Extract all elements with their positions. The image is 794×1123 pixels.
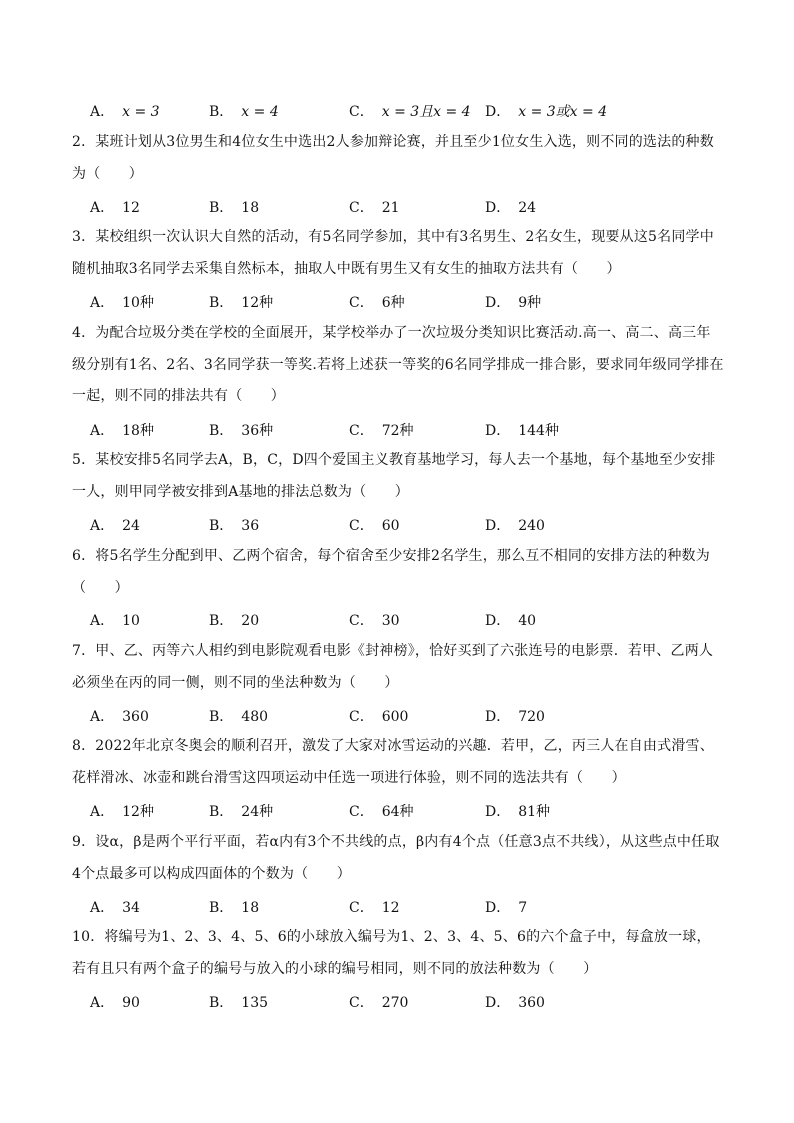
q6-option-b: B． 20 xyxy=(209,613,260,629)
q4-options xyxy=(90,420,730,440)
q7-option-c: C． 600 xyxy=(349,709,409,725)
q5-option-a: A． 24 xyxy=(90,518,140,534)
q2-option-d: D． 24 xyxy=(485,200,537,216)
q5-option-c: C． 60 xyxy=(349,518,400,534)
q4-option-a: A． 18种 xyxy=(90,423,154,439)
q8-option-a: A． 12种 xyxy=(90,804,154,820)
q7-stem: 7．甲、乙、丙等六人相约到电影院观看电影《封神榜》，恰好买到了六张连号的电影票．若甲、乙两人必须坐在丙的同一侧，则不同的坐法种数为（ ） xyxy=(72,643,714,691)
q6-option-a: A． 10 xyxy=(90,613,140,629)
q2-option-c: C． 21 xyxy=(349,200,400,216)
q8-options xyxy=(90,801,730,821)
q9-options xyxy=(90,897,730,917)
q1-option-d: D． x = 3或x = 4 xyxy=(485,104,608,120)
q9-option-c: C． 12 xyxy=(349,900,400,916)
q9-option-b: B． 18 xyxy=(209,900,260,916)
q5-option-d: D． 240 xyxy=(485,518,545,534)
q3-stem: 3．某校组织一次认识大自然的活动，有5名同学参加，其中有3名男生、2名女生，现要从这5名同学中随机抽取3名同学去采集自然标本，抽取人中既有男生又有女生的抽取方法共有（ ） xyxy=(72,229,714,277)
q2-stem: 2．某班计划从3位男生和4位女生中选出2人参加辩论赛，并且至少1位女生入选，则不同的选法的种数为（ ） xyxy=(72,134,714,182)
q6-options xyxy=(90,610,730,630)
q8-option-b: B． 24种 xyxy=(209,804,274,820)
q7-options xyxy=(90,706,730,726)
q1-option-a: A． x = 3 xyxy=(90,104,160,120)
q7-option-a: A． 360 xyxy=(90,709,149,725)
q3-option-b: B． 12种 xyxy=(209,295,274,311)
q9-option-a: A． 34 xyxy=(90,900,140,916)
q10-option-a: A． 90 xyxy=(90,995,140,1011)
q2-option-a: A． 12 xyxy=(90,200,140,216)
q3-option-c: C． 6种 xyxy=(349,295,405,311)
q7-option-b: B． 480 xyxy=(209,709,269,725)
q3-option-a: A． 10种 xyxy=(90,295,154,311)
q10-option-c: C． 270 xyxy=(349,995,409,1011)
q4-option-c: C． 72种 xyxy=(349,423,414,439)
q5-stem: 5．某校安排5名同学去A，B，C，D四个爱国主义教育基地学习，每人去一个基地，每个基地至少安排一人，则甲同学被安排到A基地的排法总数为（ ） xyxy=(72,452,716,500)
q1-option-c: C． x = 3且x = 4 xyxy=(349,104,471,120)
q10-option-b: B． 135 xyxy=(209,995,269,1011)
q6-option-d: D． 40 xyxy=(485,613,537,629)
q6-stem: 6．将5名学生分配到甲、乙两个宿舍，每个宿舍至少安排2名学生，那么互不相同的安排方法的种数为（ ） xyxy=(72,548,710,596)
q8-stem: 8．2022年北京冬奥会的顺利召开，激发了大家对冰雪运动的兴趣．若甲，乙，丙三人在自由式滑雪、花样滑冰、冰壶和跳台滑雪这四项运动中任选一项进行体验，则不同的选法共有（ ） xyxy=(72,738,714,786)
q10-options xyxy=(90,992,730,1012)
q8-option-c: C． 64种 xyxy=(349,804,414,820)
q9-stem: 9．设α，β是两个平行平面，若α内有3个不共线的点，β内有4个点（任意3点不共线），从这些点中任取4个点最多可以构成四面体的个数为（ ） xyxy=(72,834,720,882)
q2-option-b: B． 18 xyxy=(209,200,260,216)
q4-option-b: B． 36种 xyxy=(209,423,274,439)
q3-options xyxy=(90,292,730,312)
q5-options xyxy=(90,515,730,535)
q9-option-d: D． 7 xyxy=(485,900,528,916)
q10-option-d: D． 360 xyxy=(485,995,545,1011)
q8-option-d: D． 81种 xyxy=(485,804,551,820)
q7-option-d: D． 720 xyxy=(485,709,545,725)
q3-option-d: D． 9种 xyxy=(485,295,542,311)
q4-option-d: D． 144种 xyxy=(485,423,559,439)
q1-option-b: B． x = 4 xyxy=(209,104,279,120)
q10-stem: 10．将编号为1、2、3、4、5、6的小球放入编号为1、2、3、4、5、6的六个盒子中，每盒放一球，若有且只有两个盒子的编号与放入的小球的编号相同，则不同的放法种数为（ ） xyxy=(72,929,711,977)
q2-options xyxy=(90,197,730,217)
q1-options xyxy=(90,101,730,121)
q5-option-b: B． 36 xyxy=(209,518,260,534)
q4-stem: 4．为配合垃圾分类在学校的全面展开，某学校举办了一次垃圾分类知识比赛活动.高一、高二、高三年级分别有1名、2名、3名同学获一等奖.若将上述获一等奖的6名同学排成一排合影，要求同年级同学排在一起，则不同的排法共有（ ） xyxy=(72,325,724,404)
q6-option-c: C． 30 xyxy=(349,613,400,629)
